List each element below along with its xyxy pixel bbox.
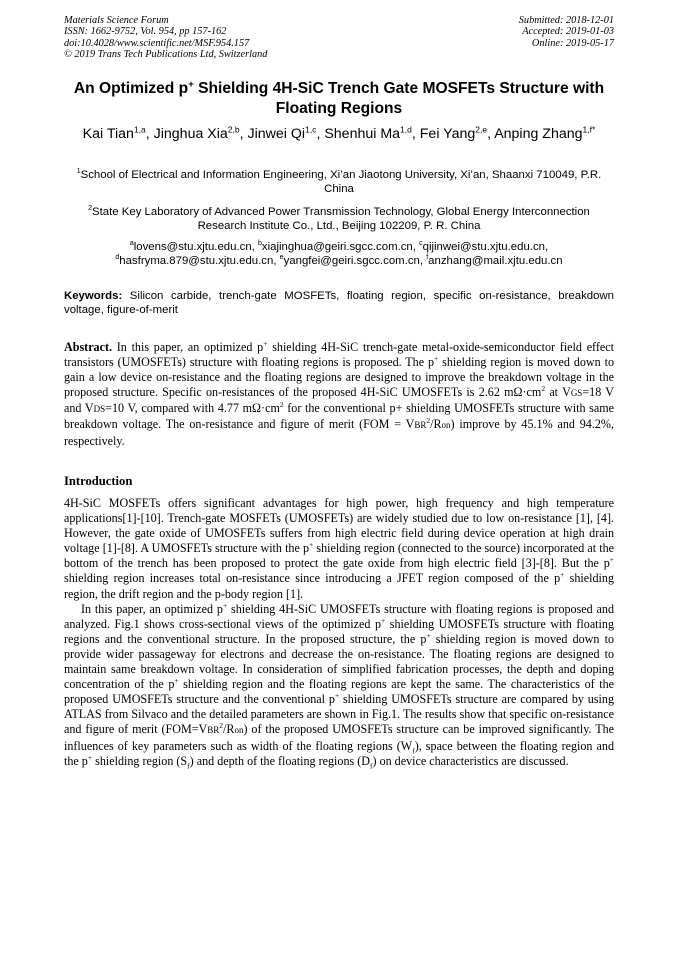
author-name: Kai Tian: [82, 126, 134, 142]
email-address[interactable]: anzhang@mail.xjtu.edu.cn: [428, 254, 563, 267]
author-name: Anping Zhang: [494, 126, 583, 142]
issn: ISSN: 1662-9752, Vol. 954, pp 157-162: [64, 26, 227, 38]
abstract-label: Abstract.: [64, 340, 113, 354]
paper-title: An Optimized p+ Shielding 4H-SiC Trench Gate MOSFETs Structure with Floating Regions: [73, 78, 605, 117]
doi: doi:10.4028/www.scientific.net/MSF.954.157: [64, 37, 250, 49]
author-affiliation-mark: 2,e: [475, 124, 488, 135]
keywords-text: Silicon carbide, trench-gate MOSFETs, floating region, specific on-resistance, breakdown voltage, figure-of-merit: [64, 290, 614, 316]
author-affiliation-mark: 1,a: [133, 124, 146, 135]
journal-name: Materials Science Forum: [64, 15, 169, 26]
author-name: Jinwei Qi: [247, 126, 306, 142]
affiliation-1: $^1$School of Electrical and Information Engineering, Xi’an Jiaotong University, Xi’an, Shaanxi 710049, P.R. China: [76, 168, 602, 195]
email-mark: a: [129, 240, 134, 248]
author-name: Shenhui Ma: [324, 126, 401, 142]
email-mark: d: [115, 253, 120, 261]
author-affiliation-mark: 1,c: [305, 124, 317, 135]
author-name: Fei Yang: [419, 126, 476, 142]
intro-paragraph-1: 4H-SiC MOSFETs offers significant advantages for high power, high frequency and high temperature applications[1]-[10]. Trench-gate MOSFETs (UMOSFETs) are widely studied due to low on-resistance [1], [4]. However, the gate oxide of UMOSFETs suffers from high electric field during device operation at high drain voltage [1]-[8]. A UMOSFETs structure with the p+ shielding region (connected to the source) incorporated at the bottom of the trench has been proposed to protect the gate oxide from high electric field [3]-[8]. But the p+ shielding region increases total on-resistance since introducing a JFET region composed of the p+ shielding region, the drift region and the p-body region [1].: [64, 496, 614, 601]
affiliation-2: $^2$State Key Laboratory of Advanced Power Transmission Technology, Global Energy Interconnection Research Institute Co., Ltd., Beijing 102209, P. R. China: [88, 205, 590, 232]
email-list: $^a$lovens@stu.xjtu.edu.cn, $^b$xiajinghua@geiri.sgcc.com.cn, $^c$qijinwei@stu.xjtu.edu.cn, $^d$hasfryma.879@stu.xjtu.edu.cn, $^e$yangfei@geiri.sgcc.com.cn, $^f$anzhang@mail.xjtu.edu.cn: [115, 240, 563, 267]
keywords-label: Keywords:: [64, 290, 123, 302]
online-date: Online: 2019-05-17: [531, 37, 614, 49]
email-address[interactable]: qijinwei@stu.xjtu.edu.cn: [422, 241, 545, 253]
introduction-body: [64, 496, 614, 769]
email-mark: c: [419, 240, 423, 248]
email-address[interactable]: hasfryma.879@stu.xjtu.edu.cn: [119, 254, 274, 267]
abstract: Abstract. In this paper, an optimized p+ shielding 4H-SiC trench-gate metal-oxide-semiconductor field effect transistors (UMOSFETs) structure with floating regions is proposed. The p+ shielding region is moved down to gain a low device on-resistance and the floating regions are designed to improve the breakdown voltage in the proposed structure. Specific on-resistances of the proposed 4H-SiC UMOSFETs is 2.62 $m\Omega\cdot cm^2$ at VGS=18 V and VDS=10 V, compared with 4.77 $m\Omega\cdot cm^2$ for the conventional p+ shielding UMOSFETs structure with same breakdown voltage. The on-resistance and figure of merit $(FOM = VBR^2/Ron)$ improve by 45.1% and 94.2%, respectively.: [64, 338, 614, 448]
section-heading-introduction: Introduction: [64, 474, 133, 488]
author-affiliation-mark: 1,f*: [582, 124, 596, 135]
accepted-date: Accepted: 2019-01-03: [522, 26, 614, 38]
header-right: [519, 15, 614, 61]
email-address[interactable]: lovens@stu.xjtu.edu.cn: [133, 241, 252, 253]
author-affiliation-mark: 2,b: [227, 124, 240, 135]
copyright: © 2019 Trans Tech Publications Ltd, Switzerland: [64, 49, 268, 61]
email-address[interactable]: yangfei@geiri.sgcc.com.cn: [283, 254, 420, 267]
header-left: [64, 15, 267, 61]
author-name: Jinghua Xia: [153, 126, 228, 142]
author-list: Kai Tian$^{1,a}$, Jinghua Xia$^{2,b}$, Jinwei Qi$^{1,c}$, Shenhui Ma$^{1,d}$, Fei Yang$^{2,e}$, Anping Zhang$^{1,f*}$: [82, 124, 596, 142]
keywords: [64, 289, 614, 317]
email-mark: f: [426, 253, 429, 261]
submitted-date: Submitted: 2018-12-01: [518, 15, 614, 26]
email-mark: e: [279, 253, 284, 261]
journal-header: [64, 15, 614, 61]
author-affiliation-mark: 1,d: [400, 124, 412, 135]
intro-paragraph-2: In this paper, an optimized p+ shielding 4H-SiC UMOSFETs structure with floating regions is proposed and analyzed. Fig.1 shows cross-sectional views of the optimized p+ shielding UMOSFETs structure with floating regions and the conventional structure. In the proposed structure, the p+ shielding region is moved down to provide wider passageway for electrons and decrease the on-resistance. The floating regions are designed to maintain same breakdown voltage. In consideration of simplified fabrication processes, the depth and doping concentration of the p+ shielding region and the floating regions are kept the same. The characteristics of the proposed UMOSFETs structure and the conventional p+ shielding UMOSFETs structure are compared by using ATLAS from Silvaco and the detailed parameters are shown in Fig.1. The results show that specific on-resistance and figure of merit $(FOM=VBR^2/Ron)$ of the proposed UMOSFETs structure can be improved significantly. The influences of key parameters such as width of the floating regions $(W_f)$, space between the floating region and the p+ shielding region $(S_f)$ and depth of the floating regions $(D_f)$ on device characteristics are discussed.: [64, 600, 615, 770]
email-address[interactable]: xiajinghua@geiri.sgcc.com.cn: [261, 241, 413, 253]
email-mark: b: [258, 240, 262, 248]
